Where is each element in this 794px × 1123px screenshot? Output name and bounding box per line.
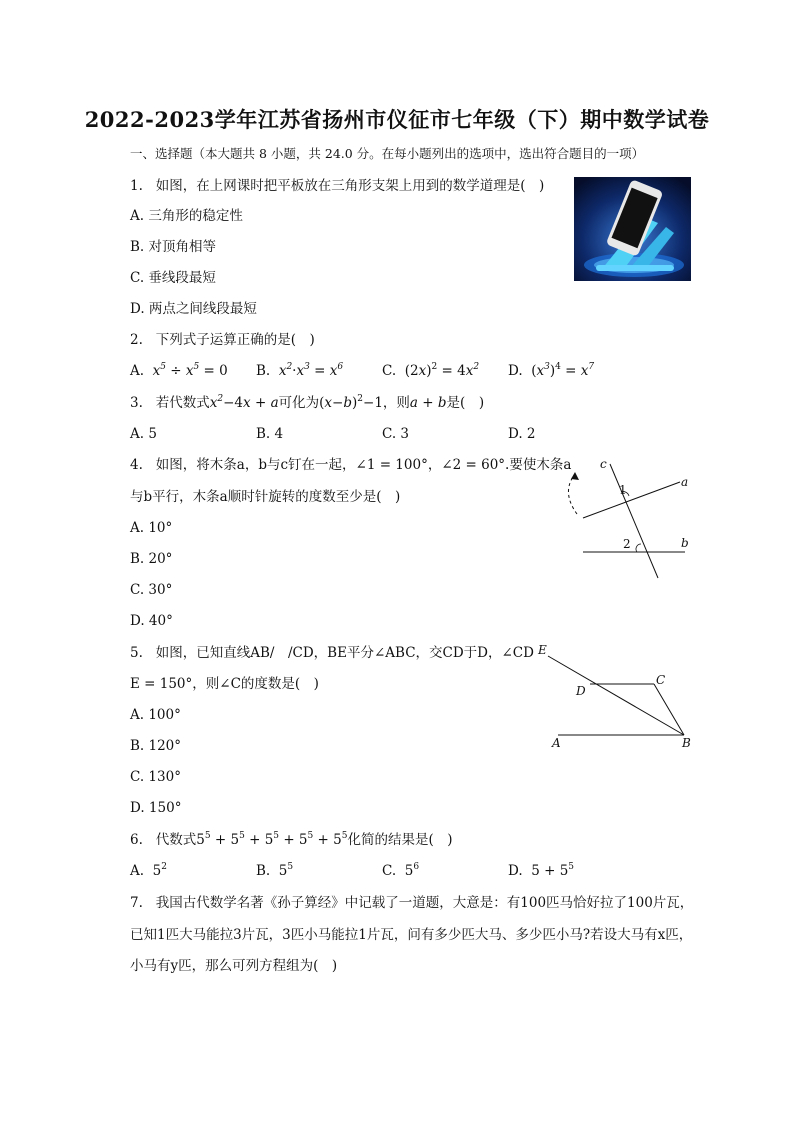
q5-option-c: C. 130° [130,769,181,785]
q1-option-c: C. 垂线段最短 [130,270,216,286]
q4-option-d: D. 40° [130,613,173,629]
angle-2-label: 2 [623,537,631,551]
q4-option-b: B. 20° [130,551,173,567]
q1-option-b: B. 对顶角相等 [130,239,217,255]
question-text-line1: 如图，将木条a，b与c钉在一起，∠1 = 100°，∠2 = 60°.要使木条a [155,457,572,473]
q4-figure [555,452,705,582]
point-a-label: A [552,736,561,750]
q4-option-c: C. 30° [130,582,173,598]
point-c-label: C [656,673,666,687]
tablet-stand-image [574,177,691,281]
q5-figure [532,640,702,755]
q6-option-b: B. $5^5$ [256,862,294,879]
q6-option-c: C. $5^6$ [382,862,420,879]
q4-option-a: A. 10° [130,520,173,536]
question-text-line2: 已知1匹大马能拉3片瓦，3匹小马能拉1片瓦，问有多少匹大马、多少匹小马?若设大马有x匹， [130,927,693,943]
q3-option-a: A. 5 [130,426,157,442]
q1-option-d: D. 两点之间线段最短 [130,301,257,317]
question-text-line1: 我国古代数学名著《孙子算经》中记载了一道题，大意是：有100匹马恰好拉了100片瓦， [155,895,694,911]
q3-option-b: B. 4 [256,426,284,442]
question-text-line2: E = 150°，则∠C的度数是( ) [130,676,319,692]
question-number: 4. [130,457,143,473]
question-4 [130,456,571,474]
angle-1-label: 1 [619,483,627,497]
question-5 [130,644,534,662]
q2-option-d: D. $(x^3)^4 = x^7$ [508,362,595,379]
point-d-label: D [576,684,586,698]
question-text: 如图，在上网课时把平板放在三角形支架上用到的数学道理是( ) [155,178,545,194]
line-a-label: a [681,475,689,489]
q6-option-a: A. $5^2$ [130,862,167,879]
q5-option-b: B. 120° [130,738,182,754]
question-7 [130,894,693,912]
q2-option-c: C. $(2x)^2 = 4x^2$ [382,362,480,379]
question-number: 6. [130,832,143,848]
question-text-line2: 与b平行，木条a顺时针旋转的度数至少是( ) [130,489,401,505]
question-6: 6. 代数式$5^5 + 5^5 + 5^5 + 5^5 + 5^5$化简的结果是( ) [130,831,453,848]
point-b-label: B [682,736,691,750]
q2-option-a: A. $x^5 \div x^5 = 0$ [130,362,228,379]
q1-option-a: A. 三角形的稳定性 [130,208,243,224]
question-text-line3: 小马有y匹，那么可列方程组为( ) [130,958,338,974]
question-number: 1. [130,178,143,194]
page-title: 2022-2023学年江苏省扬州市仪征市七年级（下）期中数学试卷 [84,107,710,132]
q2-option-b: B. $x^2\cdot x^3 = x^6$ [256,362,344,379]
question-2 [130,331,315,349]
q5-option-a: A. 100° [130,707,181,723]
question-text: 下列式子运算正确的是( ) [155,332,315,348]
question-number: 7. [130,895,143,911]
line-c-label: c [600,457,607,471]
line-b-label: b [681,536,689,550]
question-text-line1: 如图，已知直线AB/ /CD，BE平分∠ABC，交CD于D，∠CD [155,645,534,661]
q3-option-c: C. 3 [382,426,410,442]
q6-option-d: D. $5 + 5^5$ [508,862,575,879]
question-1 [130,177,544,195]
question-number: 3. [130,395,143,411]
question-number: 5. [130,645,143,661]
q3-option-d: D. 2 [508,426,536,442]
point-e-label: E [538,643,547,657]
question-number: 2. [130,332,143,348]
question-3: 3. 若代数式$x^2-4x + a$可化为$(x-b)^2-1$，则a + b是( ) [130,394,485,411]
section-heading: 一、选择题（本大题共 8 小题，共 24.0 分。在每小题列出的选项中，选出符合题目的一项） [130,146,645,161]
q5-option-d: D. 150° [130,800,182,816]
